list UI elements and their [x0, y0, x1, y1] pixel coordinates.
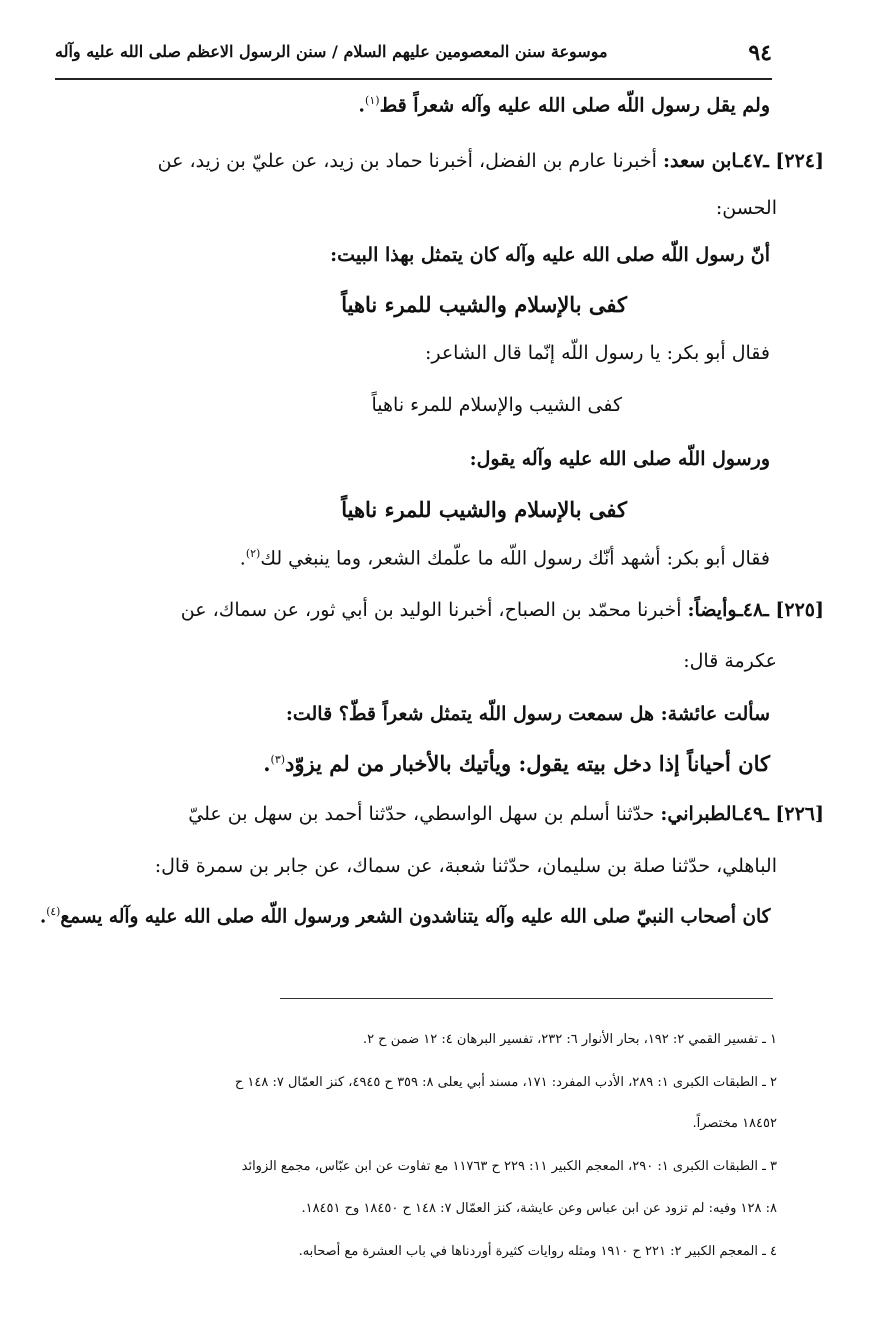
text-line: عكرمة قال:	[683, 650, 777, 672]
hadith-source: الطبراني:	[660, 803, 738, 825]
hadith-224: [٢٢٤] ـ٤٧ـابن سعد: أخبرنا عارم بن الفضل، أخبرنا حماد بن زيد، عن عليّ بن زيد، عن	[157, 150, 824, 172]
hadith-source: ابن سعد:	[662, 150, 738, 172]
footnote-ref: (١)	[365, 94, 380, 107]
text-line: سألت عائشة: هل سمعت رسول اللّه يتمثل شعراً قطّ؟ قالت:	[285, 703, 770, 725]
hadith-number: [٢٢٦] ـ٤٩ـ	[737, 803, 824, 825]
footnote-ref: (٤)	[45, 905, 60, 918]
verse-line: كفى الشيب والإسلام للمرء ناهياً	[371, 394, 622, 416]
footnote: ٣ ـ الطبقات الكبرى ١: ٢٩٠، المعجم الكبير ١١: ٢٢٩ ح ١١٧٦٣ مع تفاوت عن ابن عبّاس، مجمع الزوائد	[241, 1159, 777, 1174]
text-line: الحسن:	[715, 197, 777, 219]
hadith-source: وأيضاً:	[687, 599, 738, 621]
footnote: ١ ـ تفسير القمي ٢: ١٩٢، بحار الأنوار ٦: ٢٣٢، تفسير البرهان ٤: ١٢ ضمن ح ٢.	[362, 1032, 777, 1047]
text-line: كان أصحاب النبيّ صلى الله عليه وآله يتناشدون الشعر ورسول اللّه صلى الله عليه وآله يسمع$^{(٤)}$.	[39, 905, 771, 928]
footnote: ٢ ـ الطبقات الكبرى ١: ٢٨٩، الأدب المفرد: ١٧١، مسند أبي يعلى ٨: ٣٥٩ ح ٤٩٤٥، كنز العمّال ٧: ١٤٨ ح	[234, 1075, 777, 1090]
page-number: ٩٤	[748, 40, 772, 66]
running-title: موسوعة سنن المعصومين عليهم السلام / سنن الرسول الاعظم صلى الله عليه وآله	[55, 42, 608, 61]
footnote-ref: (٣)	[270, 753, 286, 766]
text-line: فقال أبو بكر: يا رسول اللّه إنّما قال الشاعر:	[424, 342, 770, 364]
hadith-number: [٢٢٥] ـ٤٨ـ	[737, 599, 824, 621]
text-line: ولم يقل رسول اللّه صلى الله عليه وآله شعراً قط$^{(١)}$.	[358, 94, 770, 117]
footnote: ٨: ١٢٨ وفيه: لم تزود عن ابن عباس وعن عايشة، كنز العمّال ٧: ١٤٨ ح ١٨٤٥٠ وح ١٨٤٥١.	[301, 1201, 777, 1216]
text-line: ورسول اللّه صلى الله عليه وآله يقول:	[469, 448, 770, 470]
footnote: ١٨٤٥٢ مختصراً.	[692, 1116, 777, 1131]
footnote: ٤ ـ المعجم الكبير ٢: ٢٢١ ح ١٩١٠ ومثله روايات كثيرة أوردناها في باب العشرة مع أصحابه.	[298, 1244, 777, 1259]
verse-line: كفى بالإسلام والشيب للمرء ناهياً	[341, 497, 627, 522]
text-line: أنّ رسول اللّه صلى الله عليه وآله كان يتمثل بهذا البيت:	[330, 244, 770, 266]
footnote-ref: (٢)	[245, 547, 261, 560]
page-header	[55, 38, 772, 80]
hadith-number: [٢٢٤] ـ٤٧ـ	[737, 150, 824, 172]
text-line: فقال أبو بكر: أشهد أنّك رسول اللّه ما علّمك الشعر، وما ينبغي لك$^{(٢)}$.	[239, 547, 770, 570]
hadith-226: [٢٢٦] ـ٤٩ـالطبراني: حدّثنا أسلم بن سهل الواسطي، حدّثنا أحمد بن سهل بن عليّ	[188, 803, 824, 825]
hadith-225: [٢٢٥] ـ٤٨ـوأيضاً: أخبرنا محمّد بن الصباح، أخبرنا الوليد بن أبي ثور، عن سماك، عن	[180, 599, 824, 621]
footnote-divider	[280, 998, 773, 999]
text-line: كان أحياناً إذا دخل بيته يقول: ويأتيك بالأخبار من لم يزوّد$^{(٣)}$.	[263, 751, 770, 776]
verse-line: كفى بالإسلام والشيب للمرء ناهياً	[341, 292, 627, 317]
text-line: الباهلي، حدّثنا صلة بن سليمان، حدّثنا شعبة، عن سماك، عن جابر بن سمرة قال:	[154, 855, 777, 877]
